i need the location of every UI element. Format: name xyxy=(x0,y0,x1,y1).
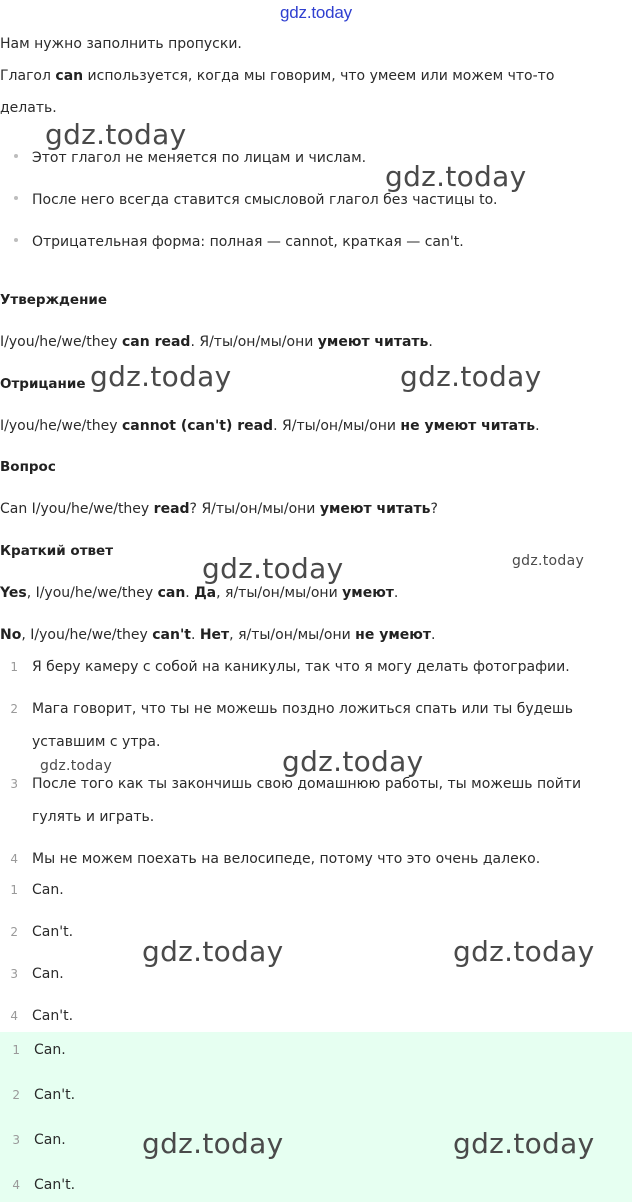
site-header xyxy=(0,0,632,26)
watermark: gdz.today xyxy=(512,553,585,569)
final-answer-item: 2 Can't. xyxy=(12,1087,76,1103)
task-text: Нам нужно заполнить пропуски. xyxy=(0,36,242,52)
list-item: Отрицательная форма: полная — cannot, краткая — can't. xyxy=(14,232,464,252)
bullet-dot xyxy=(14,196,18,200)
watermark: gdz.today xyxy=(40,758,113,774)
watermark: gdz.today xyxy=(45,118,187,151)
translation-item-cont: уставшим с утра. xyxy=(32,734,161,750)
translation-item: 1 Я беру камеру с собой на каникулы, так что я могу делать фотографии. xyxy=(10,659,570,675)
answer-item: 2 Can't. xyxy=(10,924,74,940)
watermark: gdz.today xyxy=(453,1127,595,1160)
affirmative-example: I/you/he/we/they can read. Я/ты/он/мы/они умеют читать. xyxy=(0,334,433,350)
list-item: После него всегда ставится смысловой глагол без частицы to. xyxy=(14,190,497,210)
rule-text: Глагол can используется, когда мы говорим, что умеем или можем что-то xyxy=(0,68,555,84)
watermark: gdz.today xyxy=(400,360,542,393)
watermark: gdz.today xyxy=(385,160,527,193)
short-answer-no: No, I/you/he/we/they can't. Нет, я/ты/он/мы/они не умеют. xyxy=(0,627,436,643)
watermark: gdz.today xyxy=(453,935,595,968)
answer-item: 3 Can. xyxy=(10,966,64,982)
answer-item: 4 Can't. xyxy=(10,1008,74,1024)
question-example: Can I/you/he/we/they read? Я/ты/он/мы/они умеют читать? xyxy=(0,501,438,517)
translation-item: 2 Мага говорит, что ты не можешь поздно ложиться спать или ты будешь xyxy=(10,701,574,717)
watermark: gdz.today xyxy=(142,935,284,968)
bullet-dot xyxy=(14,154,18,158)
final-answer-item: 1 Can. xyxy=(12,1042,66,1058)
list-item: Этот глагол не меняется по лицам и числам. xyxy=(14,148,366,168)
negative-example: I/you/he/we/they cannot (can't) read. Я/ты/он/мы/они не умеют читать. xyxy=(0,418,540,434)
question-heading: Вопрос xyxy=(0,459,56,475)
rule-text-cont: делать. xyxy=(0,100,57,116)
final-answer-item: 4 Can't. xyxy=(12,1177,76,1193)
watermark: gdz.today xyxy=(90,360,232,393)
answer-box xyxy=(0,1032,632,1202)
affirmative-heading: Утверждение xyxy=(0,292,108,308)
short-answer-yes: Yes, I/you/he/we/they can. Да, я/ты/он/мы/они умеют. xyxy=(0,585,399,601)
negative-heading: Отрицание xyxy=(0,376,86,392)
final-answer-item: 3 Can. xyxy=(12,1132,66,1148)
answer-item: 1 Can. xyxy=(10,882,64,898)
bullet-dot xyxy=(14,238,18,242)
translation-item: 3 После того как ты закончишь свою домашнюю работы, ты можешь пойти xyxy=(10,776,582,792)
translation-item-cont: гулять и играть. xyxy=(32,809,155,825)
short-answer-heading: Краткий ответ xyxy=(0,543,114,559)
translation-item: 4 Мы не можем поехать на велосипеде, потому что это очень далеко. xyxy=(10,851,541,867)
watermark: gdz.today xyxy=(202,552,344,585)
watermark: gdz.today xyxy=(142,1127,284,1160)
site-logo[interactable]: gdz.today xyxy=(280,3,352,22)
watermark: gdz.today xyxy=(282,745,424,778)
